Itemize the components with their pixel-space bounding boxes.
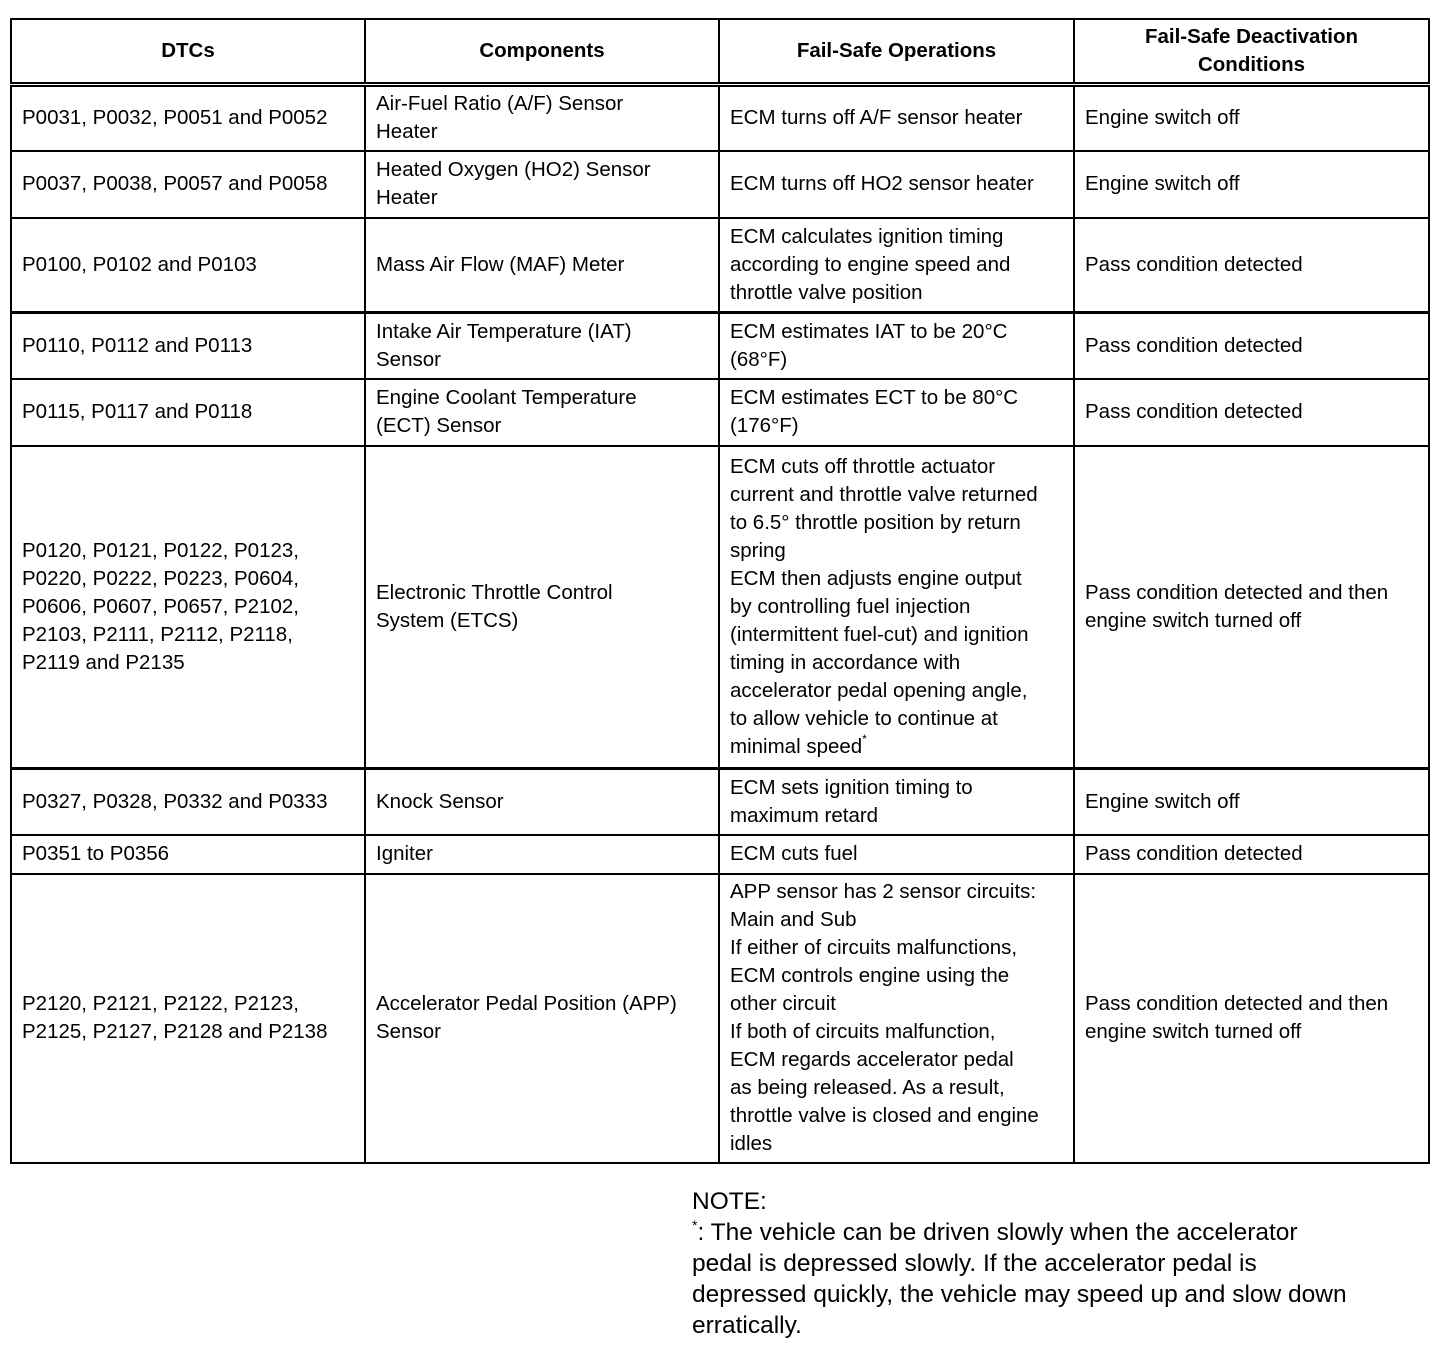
cell-text: Air-Fuel Ratio (A/F) Sensor [376,92,624,116]
cell-text: P0037, P0038, P0057 and P0058 [22,172,328,195]
cell-line [376,840,708,868]
note-line: pedal is depressed slowly. If the accelerator pedal is [692,1250,1257,1277]
operation-cell [719,151,1074,218]
cell-text: throttle valve is closed and engine [730,1104,1039,1127]
cell-line [730,1018,1063,1046]
cell-line [730,990,1063,1018]
note-title: NOTE: [692,1188,767,1215]
cell-text: (intermittent fuel-cut) and ignition [730,622,1029,646]
cell-text: P2120, P2121, P2122, P2123, [22,992,299,1015]
cell-text: Engine Coolant Temperature [376,386,637,409]
table-row [11,446,1429,769]
table-row [11,313,1429,379]
cell-text: ECM then adjusts engine output [730,566,1022,590]
cell-line [730,705,1063,733]
cell-text: Sensor [376,1020,441,1043]
component-cell [365,379,719,446]
cell-text: ECM controls engine using the [730,964,1010,987]
cell-text: Pass condition detected [1085,333,1303,357]
cell-line [1085,251,1418,279]
cell-line [376,607,708,635]
footnote-asterisk: * [862,731,867,746]
cell-line [376,118,708,146]
cell-line [22,788,354,816]
cell-text: by controlling fuel injection [730,594,971,618]
cell-text: Pass condition detected [1085,252,1303,276]
cell-text: If both of circuits malfunction, [730,1020,996,1043]
component-cell [365,835,719,874]
cell-line [1085,607,1418,635]
operation-cell [719,218,1074,313]
deactivation-cell [1074,85,1429,151]
cell-text: P0220, P0222, P0223, P0604, [22,566,299,590]
cell-text: P0351 to P0356 [22,842,170,865]
component-cell [365,85,719,151]
cell-text: ECM estimates IAT to be 20°C [730,319,1008,343]
cell-text: Heater [376,186,438,209]
cell-text: minimal speed [730,734,863,758]
cell-text: as being released. As a result, [730,1076,1005,1099]
cell-text: ECM sets ignition timing to [730,775,973,799]
table-row [11,379,1429,446]
cell-text: Heated Oxygen (HO2) Sensor [376,158,651,181]
cell-line [22,649,354,677]
operation-cell [719,874,1074,1163]
deactivation-cell [1074,769,1429,835]
cell-line [730,802,1063,830]
cell-line [1085,990,1418,1018]
cell-text: (176°F) [730,414,799,437]
dtc-cell [11,85,365,151]
cell-line [730,537,1063,565]
cell-line [730,318,1063,346]
operation-cell [719,313,1074,379]
cell-text: P2103, P2111, P2112, P2118, [22,622,293,646]
cell-line [730,934,1063,962]
cell-text: Pass condition detected [1085,842,1303,865]
cell-text: P0120, P0121, P0122, P0123, [22,538,299,562]
cell-line [376,412,708,440]
deactivation-cell [1074,151,1429,218]
dtc-cell [11,379,365,446]
table-row [11,218,1429,313]
cell-text: current and throttle valve returned [730,482,1038,506]
header-deactivation-conditions [1074,19,1429,85]
cell-line [22,990,354,1018]
cell-line [22,170,354,198]
note-line: depressed quickly, the vehicle may speed up and slow down [692,1281,1347,1308]
deactivation-cell [1074,379,1429,446]
cell-line [730,384,1063,412]
header-fail-safe-operations: Fail-Safe Operations [719,19,1074,85]
cell-text: Pass condition detected and then [1085,992,1389,1015]
cell-text: ECM cuts off throttle actuator [730,454,996,478]
deactivation-cell [1074,874,1429,1163]
cell-line [22,621,354,649]
component-cell [365,151,719,218]
operation-cell [719,379,1074,446]
cell-line [730,649,1063,677]
cell-line [730,279,1063,307]
operation-cell [719,446,1074,769]
cell-line [22,398,354,426]
cell-line [730,621,1063,649]
table-row [11,85,1429,151]
cell-text: Pass condition detected [1085,400,1303,423]
cell-line [730,453,1063,481]
cell-line [730,481,1063,509]
cell-line [376,1018,708,1046]
deactivation-cell [1074,218,1429,313]
header-components: Components [365,19,719,85]
cell-line [730,733,1063,761]
cell-line [730,1102,1063,1130]
cell-text: timing in accordance with [730,650,961,674]
component-cell [365,769,719,835]
header-deactivation-text: Fail-Safe Deactivation Conditions [1144,25,1359,76]
cell-text: Heater [376,120,438,144]
cell-line [730,962,1063,990]
cell-text: Pass condition detected and then [1085,580,1389,604]
cell-text: Engine switch off [1085,789,1240,813]
cell-text: spring [730,538,786,562]
cell-text: P0100, P0102 and P0103 [22,252,257,276]
cell-line [730,565,1063,593]
cell-text: other circuit [730,992,836,1015]
note-line: erratically. [692,1312,802,1339]
cell-text: P0606, P0607, P0657, P2102, [22,594,299,618]
table-row [11,874,1429,1163]
table-row [11,769,1429,835]
cell-text: maximum retard [730,803,879,827]
cell-text: APP sensor has 2 sensor circuits: [730,880,1037,903]
dtc-cell [11,313,365,379]
cell-text: P2125, P2127, P2128 and P2138 [22,1020,328,1043]
cell-text: Main and Sub [730,908,857,931]
cell-line [22,104,354,132]
cell-line [22,1018,354,1046]
cell-text: Knock Sensor [376,789,504,813]
component-cell [365,218,719,313]
dtc-cell [11,874,365,1163]
cell-text: If either of circuits malfunctions, [730,936,1018,959]
cell-line [1085,398,1418,426]
cell-line [22,251,354,279]
dtc-cell [11,218,365,313]
cell-line [376,251,708,279]
cell-text: Accelerator Pedal Position (APP) [376,992,677,1015]
component-cell [365,874,719,1163]
operation-cell [719,835,1074,874]
cell-text: Igniter [376,842,433,865]
cell-line [376,788,708,816]
dtc-cell [11,769,365,835]
cell-text: to allow vehicle to continue at [730,706,998,730]
operation-cell [719,85,1074,151]
cell-line [1085,1018,1418,1046]
table-row [11,835,1429,874]
cell-text: ECM estimates ECT to be 80°C [730,386,1019,409]
note-block [692,1186,1412,1341]
cell-line [376,384,708,412]
cell-text: Mass Air Flow (MAF) Meter [376,252,625,276]
cell-line [376,579,708,607]
cell-text: (ECT) Sensor [376,414,502,437]
cell-text: P0031, P0032, P0051 and P0052 [22,106,328,130]
deactivation-cell [1074,313,1429,379]
cell-line [730,251,1063,279]
cell-text: P0327, P0328, P0332 and P0333 [22,789,328,813]
fail-safe-table [10,18,1430,1164]
cell-line [730,170,1063,198]
deactivation-cell [1074,446,1429,769]
cell-line [22,593,354,621]
cell-text: ECM turns off HO2 sensor heater [730,172,1034,195]
cell-text: P0115, P0117 and P0118 [22,400,253,423]
cell-text: to 6.5° throttle position by return [730,510,1021,534]
cell-line [376,156,708,184]
cell-line [730,840,1063,868]
cell-text: Engine switch off [1085,172,1240,195]
cell-line [22,537,354,565]
cell-line [730,878,1063,906]
cell-line [1085,332,1418,360]
cell-line [730,593,1063,621]
note-asterisk: * [692,1217,698,1233]
cell-text: ECM cuts fuel [730,842,858,865]
cell-text: ECM regards accelerator pedal [730,1048,1014,1071]
cell-text: Sensor [376,347,441,371]
cell-text: Engine switch off [1085,106,1240,130]
cell-line [376,990,708,1018]
deactivation-cell [1074,835,1429,874]
cell-text: Electronic Throttle Control [376,580,613,604]
cell-line [730,906,1063,934]
operation-cell [719,769,1074,835]
cell-text: according to engine speed and [730,252,1011,276]
note-text [692,1217,1412,1341]
cell-line [730,1130,1063,1158]
cell-text: (68°F) [730,347,788,371]
cell-line [22,332,354,360]
cell-line [376,184,708,212]
table-header-row [11,19,1429,85]
component-cell [365,446,719,769]
cell-text: engine switch turned off [1085,608,1302,632]
cell-line [730,774,1063,802]
cell-line [376,346,708,374]
cell-line [730,509,1063,537]
cell-text: idles [730,1132,773,1155]
cell-line [1085,104,1418,132]
cell-line [22,565,354,593]
header-dtcs: DTCs [11,19,365,85]
table-row [11,151,1429,218]
cell-text: accelerator pedal opening angle, [730,678,1028,702]
dtc-cell [11,446,365,769]
cell-text: Intake Air Temperature (IAT) [376,319,632,343]
cell-line [376,318,708,346]
cell-line [1085,840,1418,868]
cell-line [730,677,1063,705]
cell-line [22,840,354,868]
cell-line [730,104,1063,132]
cell-line [730,1074,1063,1102]
cell-line [1085,788,1418,816]
cell-line [730,412,1063,440]
dtc-cell [11,835,365,874]
note-line: : The vehicle can be driven slowly when the accelerator [697,1219,1298,1246]
cell-line [730,346,1063,374]
component-cell [365,313,719,379]
cell-line [1085,579,1418,607]
dtc-cell [11,151,365,218]
cell-line [730,223,1063,251]
cell-text: throttle valve position [730,280,923,304]
cell-text: ECM calculates ignition timing [730,224,1004,248]
cell-text: P0110, P0112 and P0113 [22,333,253,357]
cell-line [376,90,708,118]
cell-text: ECM turns off A/F sensor heater [730,106,1023,130]
cell-line [1085,170,1418,198]
cell-text: System (ETCS) [376,608,519,632]
cell-line [730,1046,1063,1074]
cell-text: P2119 and P2135 [22,650,185,674]
cell-text: engine switch turned off [1085,1020,1302,1043]
